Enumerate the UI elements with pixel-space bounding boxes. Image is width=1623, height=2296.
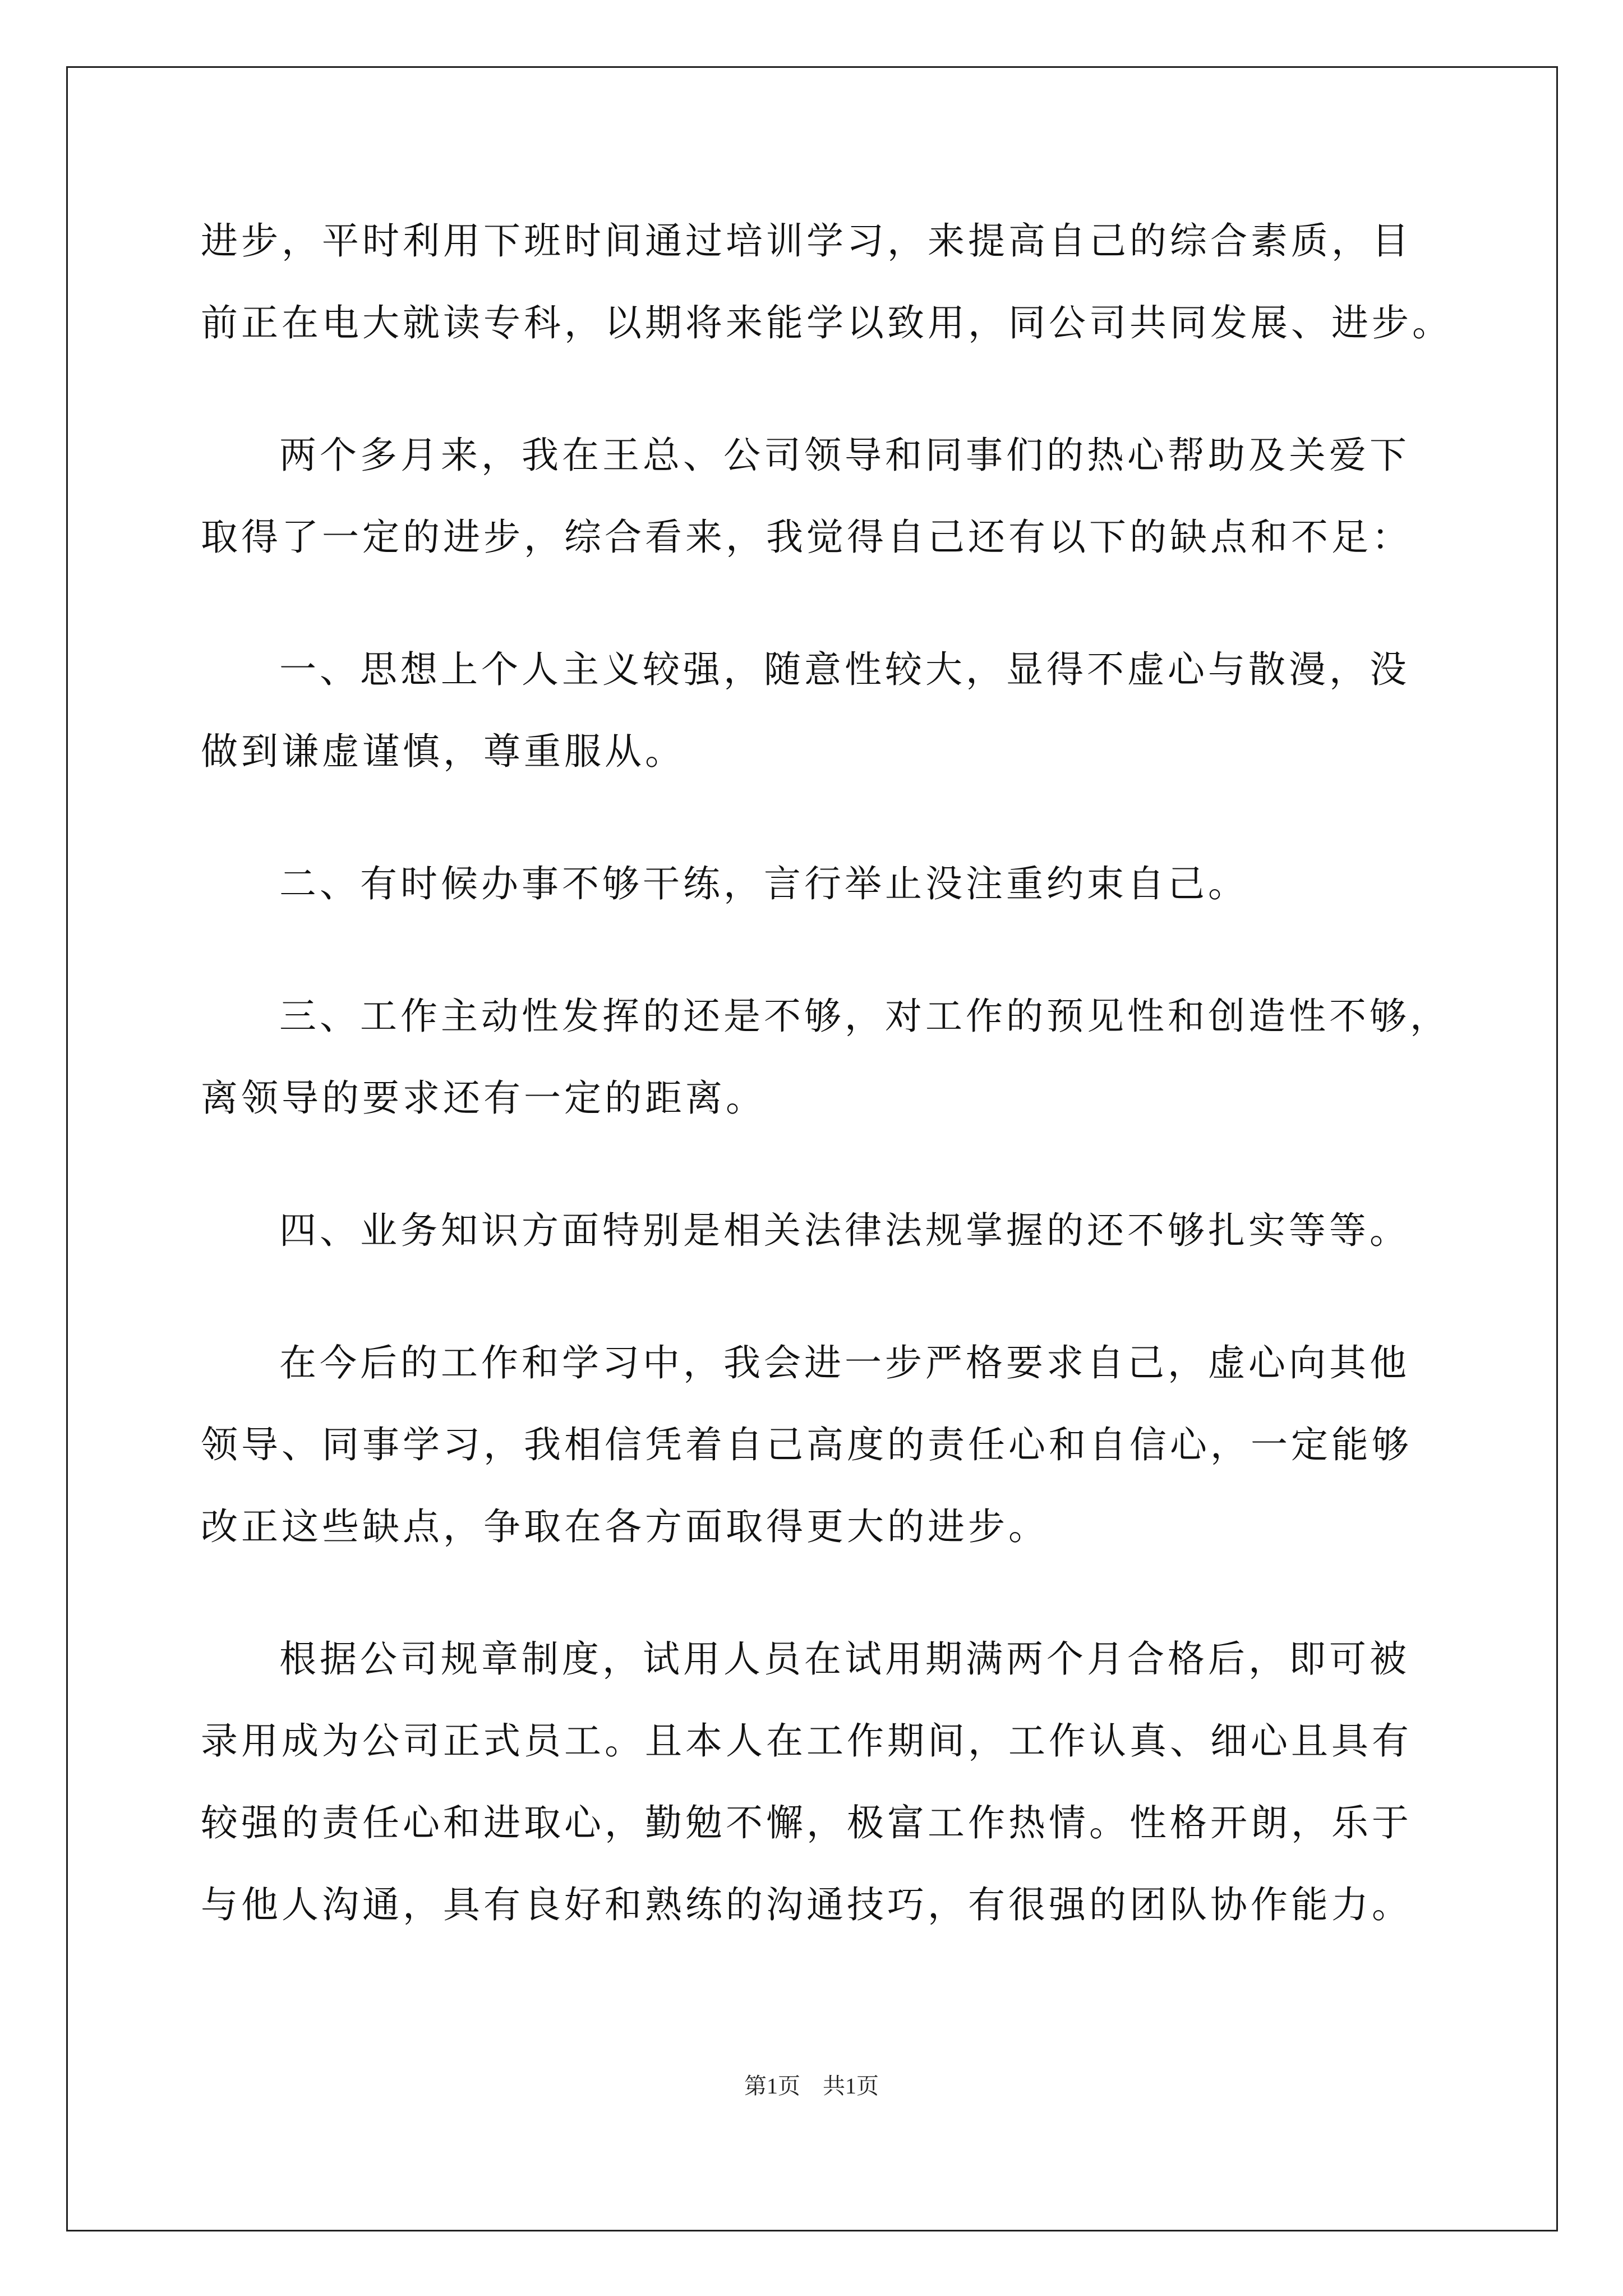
text-line: 进步，平时利用下班时间通过培训学习，来提高自己的综合素质，目 [201, 219, 1412, 263]
list-item-3: 三、工作主动性发挥的还是不够，对工作的预见性和创造性不够， [279, 995, 1450, 1038]
text-line: 与他人沟通，具有良好和熟练的沟通技巧，有很强的团队协作能力。 [201, 1883, 1412, 1926]
text-line: 较强的责任心和进取心，勤勉不懈，极富工作热情。性格开朗，乐于 [201, 1801, 1412, 1844]
text-line: 改正这些缺点，争取在各方面取得更大的进步。 [201, 1505, 1049, 1548]
text-line: 取得了一定的进步，综合看来，我觉得自己还有以下的缺点和不足： [201, 516, 1412, 559]
text-line: 录用成为公司正式员工。且本人在工作期间，工作认真、细心且具有 [201, 1719, 1412, 1763]
paragraph-line: 在今后的工作和学习中，我会进一步严格要求自己，虚心向其他 [279, 1341, 1410, 1384]
text-line: 离领导的要求还有一定的距离。 [201, 1076, 766, 1120]
paragraph-line: 根据公司规章制度，试用人员在试用期满两个月合格后，即可被 [279, 1637, 1410, 1681]
paragraph-line: 两个多月来，我在王总、公司领导和同事们的热心帮助及关爱下 [279, 434, 1410, 477]
page-number-footer: 第1页 共1页 [744, 2073, 879, 2099]
text-line: 做到谦虚谨慎，尊重服从。 [201, 730, 685, 773]
text-line: 前正在电大就读专科，以期将来能学以致用，同公司共同发展、进步。 [201, 301, 1453, 344]
list-item-1: 一、思想上个人主义较强，随意性较大，显得不虚心与散漫，没 [279, 648, 1410, 691]
text-line: 领导、同事学习，我相信凭着自己高度的责任心和自信心，一定能够 [201, 1423, 1412, 1466]
list-item-4: 四、业务知识方面特别是相关法律法规掌握的还不够扎实等等。 [279, 1209, 1410, 1252]
list-item-2: 二、有时候办事不够干练，言行举止没注重约束自己。 [279, 862, 1248, 905]
